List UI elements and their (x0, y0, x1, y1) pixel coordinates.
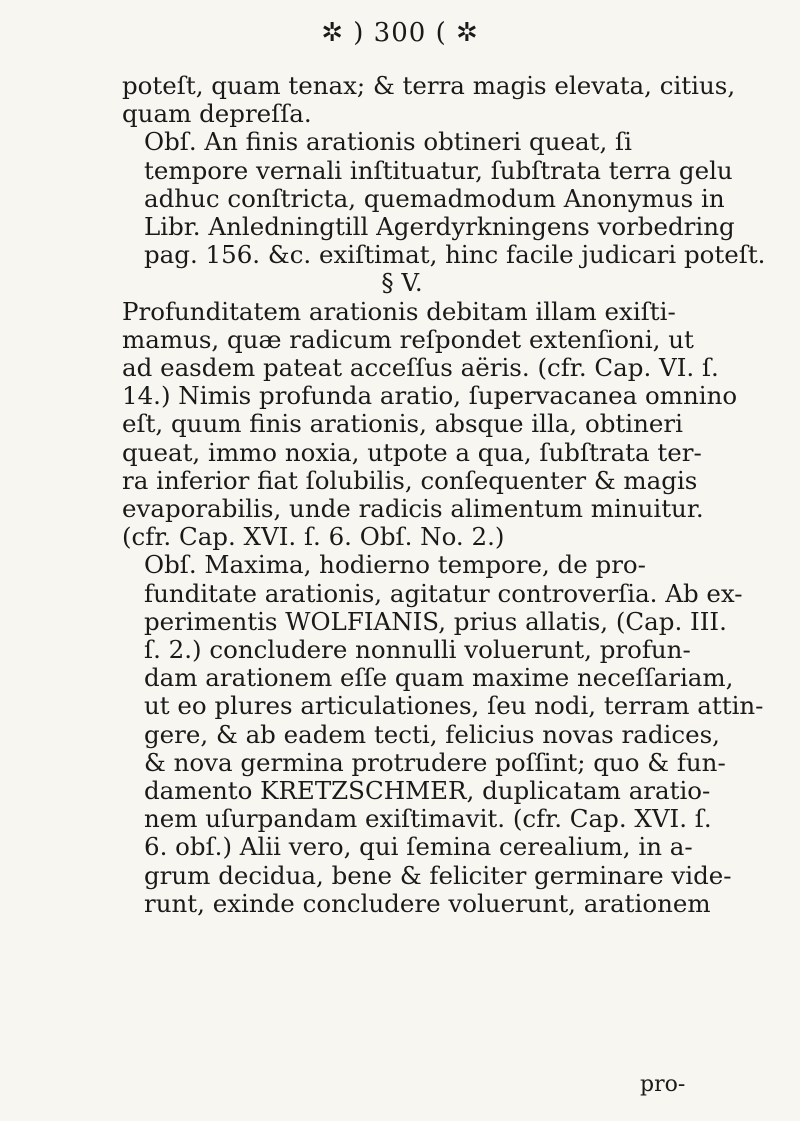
text-line: funditate arationis, agitatur controverſia. Ab ex- (144, 578, 743, 608)
body-text (122, 71, 766, 918)
text-line: 14.) Nimis profunda aratio, ſupervacanea omnino (122, 381, 738, 411)
text-line: perimentis WOLFIANIS, prius allatis, (Cap. III. (144, 606, 727, 636)
section-heading: § V. (381, 268, 423, 298)
text-line: adhuc conſtricta, quemadmodum Anonymus in (144, 183, 725, 213)
text-line: pag. 156. &c. exiſtimat, hinc facile judicari poteſt. (144, 240, 766, 270)
text-line: & nova germina protrudere poſſint; quo & fun- (144, 747, 726, 777)
catchword: pro- (640, 1072, 686, 1097)
text-line: ad easdem pateat acceſſus aëris. (cfr. Cap. VI. ſ. (122, 353, 719, 383)
text-line: nem uſurpandam exiſtimavit. (cfr. Cap. XVI. ſ. (144, 804, 712, 834)
text-line: dam arationem eſſe quam maxime neceſſariam, (144, 663, 734, 693)
text-line: ſ. 2.) concludere nonnulli voluerunt, profun- (144, 635, 691, 665)
text-line: grum decidua, bene & feliciter germinare vide- (144, 860, 732, 890)
text-line: ut eo plures articulationes, ſeu nodi, terram attin- (144, 691, 764, 721)
text-line: Profunditatem arationis debitam illam exiſti- (122, 296, 676, 326)
text-line: queat, immo noxia, utpote a qua, ſubſtrata ter- (122, 437, 702, 467)
text-line: gere, & ab eadem tecti, felicius novas radices, (144, 719, 720, 749)
text-line: (cfr. Cap. XVI. ſ. 6. Obſ. No. 2.) (122, 522, 505, 552)
text-line: Obſ. An finis arationis obtineri queat, ſi (144, 127, 632, 157)
text-line: ra inferior fiat ſolubilis, conſequenter & magis (122, 465, 698, 495)
text-line: evaporabilis, unde radicis alimentum minuitur. (122, 494, 704, 524)
text-line: 6. obſ.) Alii vero, qui ſemina cerealium, in a- (144, 832, 693, 862)
text-line: quam depreſſa. (122, 99, 312, 129)
text-line: Libr. Anledningtill Agerdyrkningens vorbedring (144, 212, 735, 242)
text-line: runt, exinde concludere voluerunt, arationem (144, 888, 711, 918)
page-header: ✲ ) 300 ( ✲ (321, 18, 479, 48)
text-line: Obſ. Maxima, hodierno tempore, de pro- (144, 550, 646, 580)
text-line: eſt, quum finis arationis, absque illa, obtineri (122, 409, 683, 439)
text-line: damento KRETZSCHMER, duplicatam aratio- (144, 776, 711, 806)
text-line: tempore vernali inſtituatur, ſubſtrata terra gelu (144, 155, 733, 185)
text-line: mamus, quæ radicum reſpondet extenſioni, ut (122, 324, 694, 354)
text-line: poteſt, quam tenax; & terra magis elevata, citius, (122, 71, 736, 100)
